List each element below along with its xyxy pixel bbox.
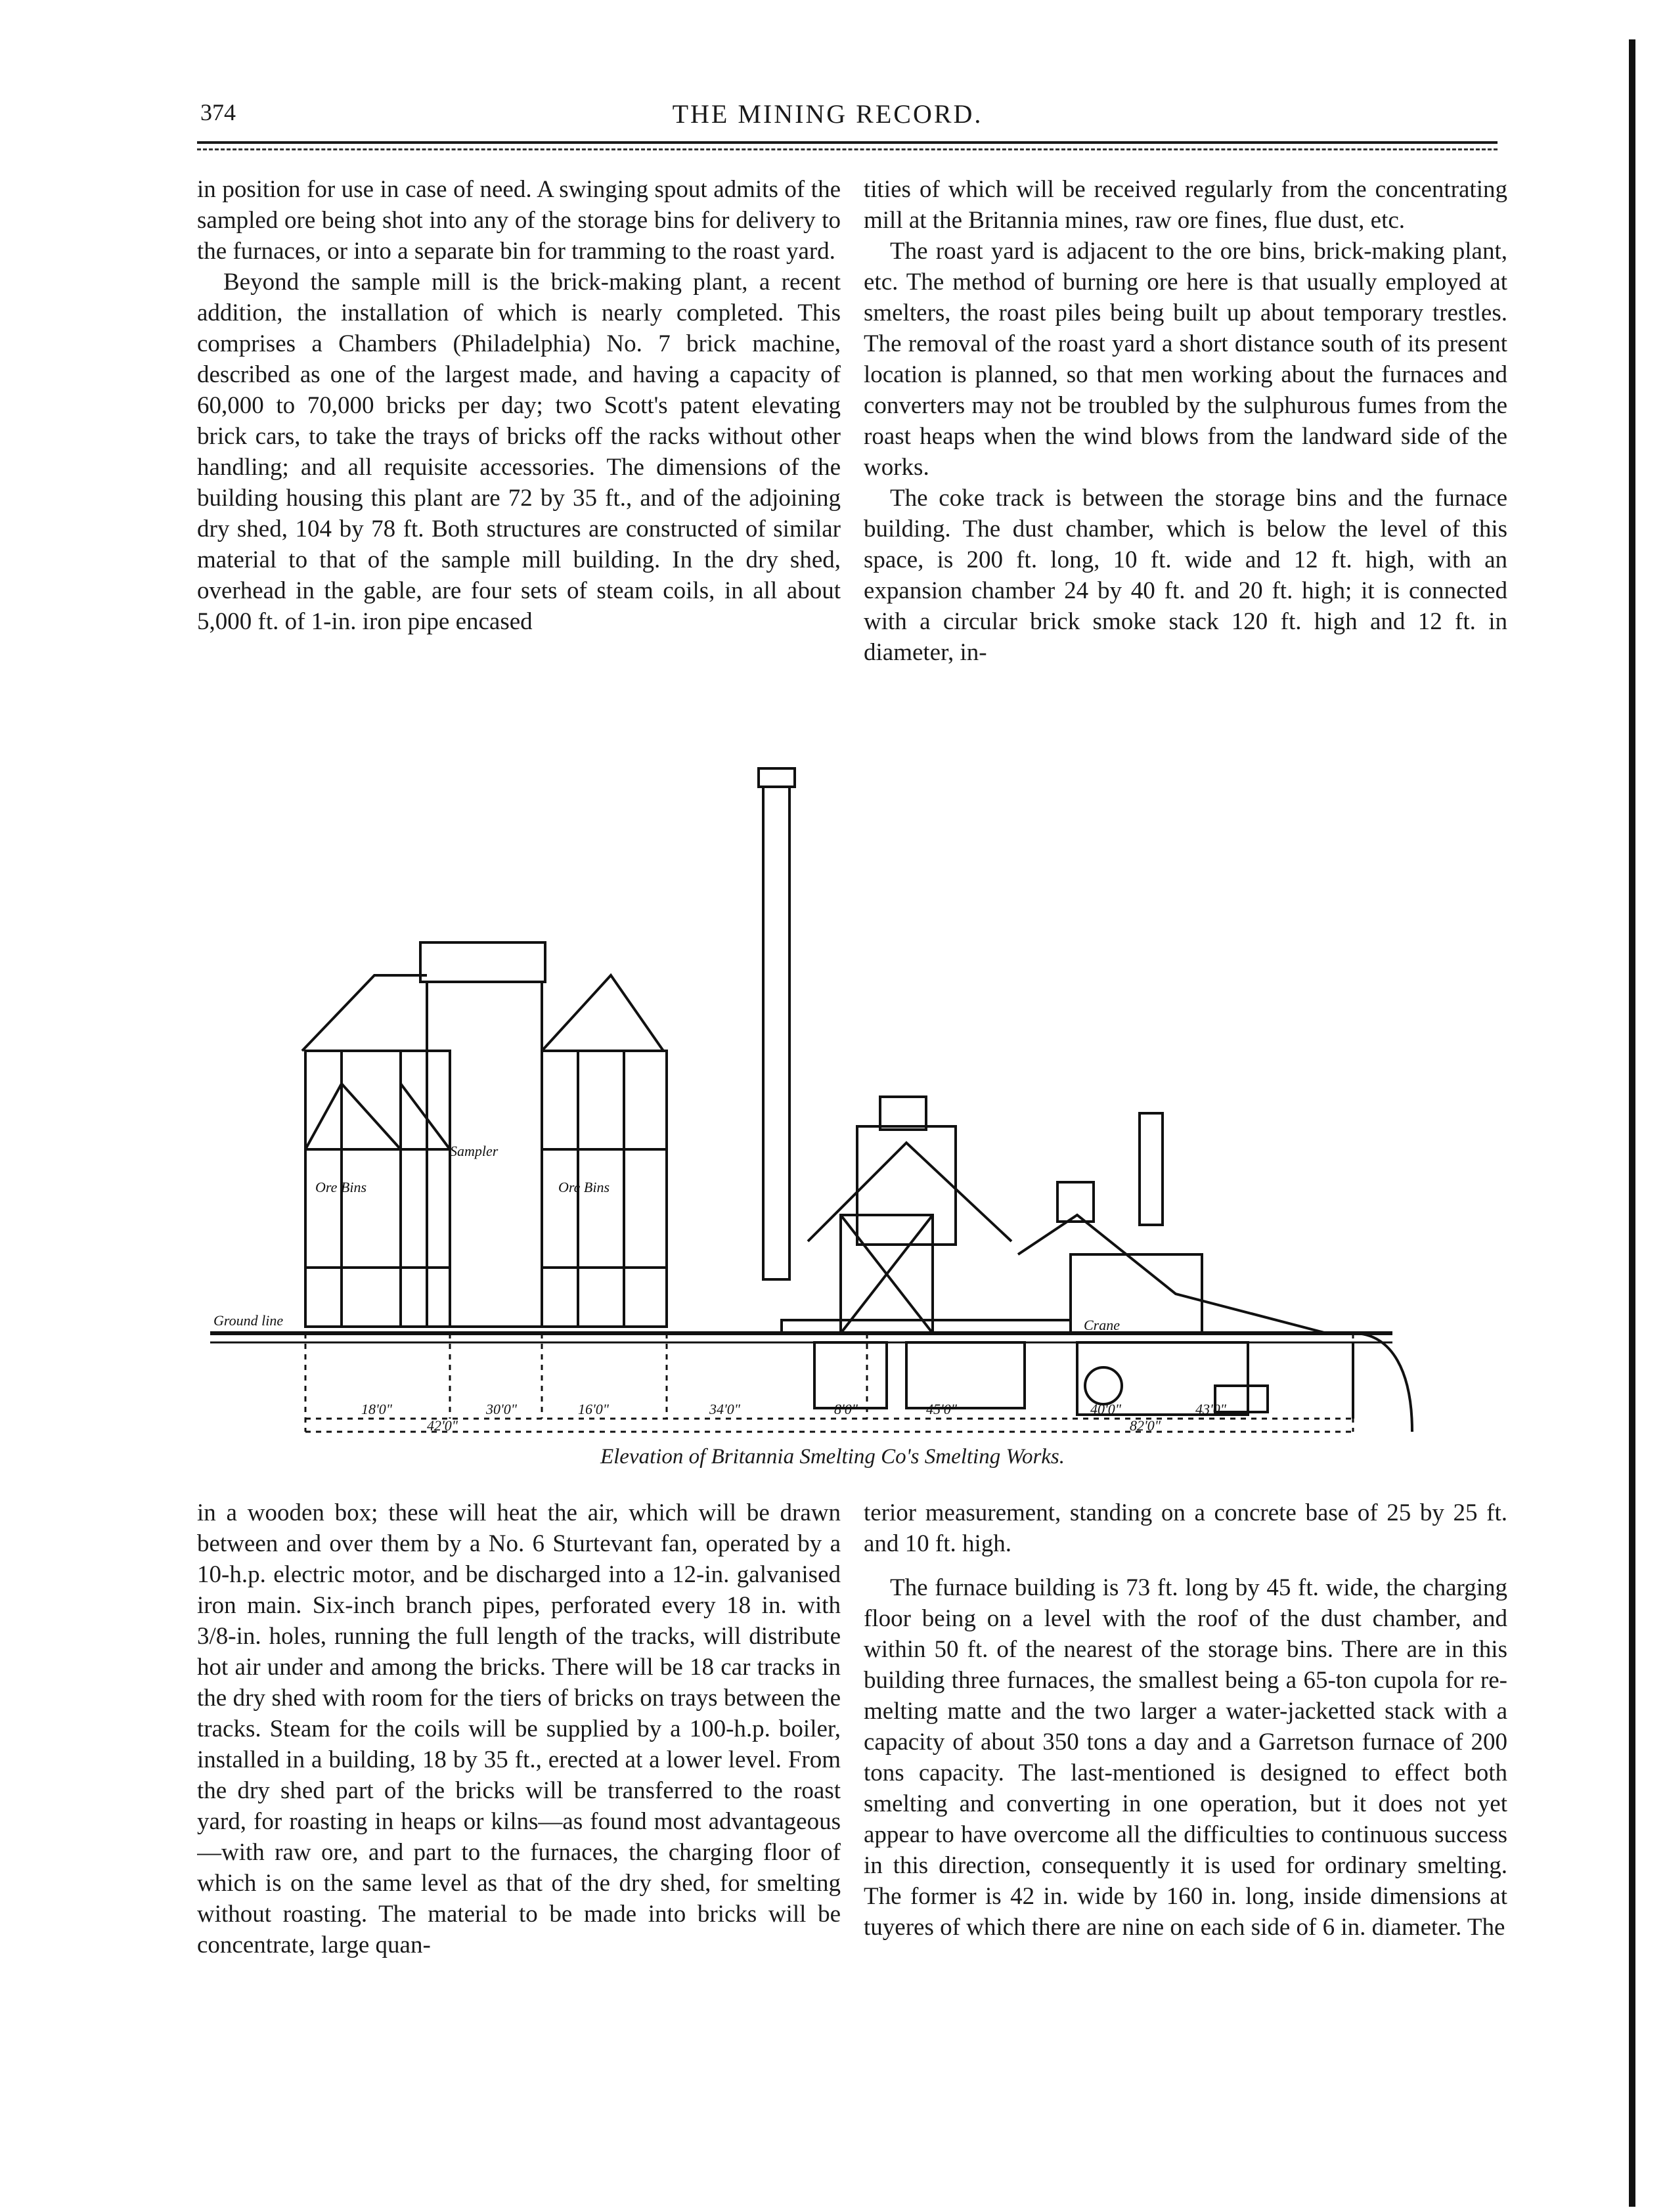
paragraph: in a wooden box; these will heat the air, which will be drawn between and over them by a No. 6 Sturtevant fan, operated by a 10-h.p. electric motor, and be discharged into a 12-in. galvanised iron main. Six-inch branch pipes, perforated every 18 in. with 3/8-in. holes, running the full length of the tracks, will distribute hot air under and among the bricks. There will be 18 car tracks in the dry shed with room for the tiers of bricks on trays between the tracks. Steam for the coils will be supplied by a 100-h.p. boiler, installed in a building, 18 by 35 ft., erected at a lower level. From the dry shed part of the bricks will be transferred to the roast yard, for roasting in heaps or kilns—as found most advantageous—with raw ore, and part to the furnaces, the charging floor of which is on the same level as that of the dry shed, for smelting without roasting. The material to be made into bricks will be concentrate, large quan- [197,1499,841,1958]
dim-label: 45'0" [926,1401,957,1417]
label-ore-bins-left: Ore Bins [315,1179,367,1195]
paragraph: Beyond the sample mill is the brick-making plant, a recent addition, the installation of which is nearly completed. This comprises a Chambers (Philadelphia) No. 7 brick machine, described as one of the largest made, and having a capacity of 60,000 to 70,000 bricks per day; two Scott's patent elevating brick cars, to take the trays of bricks off the racks without other handling; and all requisite accessories. The dimensions of the building housing this plant are 72 by 35 ft., and of the adjoining dry shed, 104 by 78 ft. Both structures are constructed of similar material to that of the sample mill building. In the dry shed, overhead in the gable, are four sets of steam coils, in all about 5,000 ft. of 1-in. iron pipe encased [197,269,841,635]
dim-label: 18'0" [361,1401,392,1417]
page-number: 374 [200,99,236,125]
small-stack [1140,1113,1163,1225]
sampler-top [420,942,545,982]
label-ground-line: Ground line [213,1312,284,1329]
header-rule [197,141,1498,144]
dim-label: 30'0" [486,1401,517,1417]
dim-label: 8'0" [834,1401,858,1417]
paragraph: tities of which will be received regularly from the concentrating mill at the Britannia mines, raw ore fines, flue dust, etc. [864,176,1507,234]
scan-margin-edge [1629,39,1635,2207]
dim-label: 43'0" [1195,1401,1226,1417]
label-sampler: Sampler [450,1143,499,1159]
fan [1085,1367,1122,1404]
paragraph: The coke track is between the storage bins and the furnace building. The dust chamber, which is below the level of this space, is 200 ft. long, 10 ft. wide and 12 ft. high, with an expansion chamber 24 by 40 ft. and 20 ft. high; it is connected with a circular brick smoke stack 120 ft. high and 12 ft. in diameter, in- [864,485,1507,666]
dim-label: 40'0" [1090,1401,1121,1417]
roof-right [542,975,663,1051]
paragraph: The furnace building is 73 ft. long by 45 ft. wide, the charging floor being on a level with the roof of the dust chamber, and within 50 ft. of the nearest of the storage bins. There are in this building three furnaces, the smallest being a 65-ton cupola for re-melting matte and the two larger a water-jacketted stack with a capacity of about 350 tons a day and a Garretson furnace of 200 tons capacity. The last-mentioned is designed to effect both smelting and converting in one operation, but it does not yet appear to have overcome all the difficulties to continuous success in this direction, consequently it is used for ordinary smelting. The former is 42 in. wide by 160 in. long, inside dimensions at tuyeres of which there are nine on each side of 6 in. diameter. The [864,1574,1507,1941]
furnace-roof-1 [808,1143,1011,1241]
running-head: THE MINING RECORD. [672,99,983,129]
dim-label: 34'0" [709,1401,740,1417]
elevation-drawing [210,755,1491,1438]
figure-caption: Elevation of Britannia Smelting Co's Smelting Works. [600,1445,1065,1469]
roof-left [302,975,427,1051]
column-left-bottom [197,1497,841,2128]
dim-label: 42'0" [427,1417,458,1434]
paragraph: The roast yard is adjacent to the ore bins, brick-making plant, etc. The method of burning ore here is that usually employed at smelters, the roast piles being built up about temporary trestles. The removal of the roast yard a short distance south of its present location is planned, so that men working about the furnaces and converters may not be troubled by the sulphurous fumes from the roast heaps when the wind blows from the landward side of the works. [864,238,1507,481]
paragraph: in position for use in case of need. A swinging spout admits of the sampled ore being shot into any of the storage bins for delivery to the furnaces, or into a separate bin for tramming to the roast yard. [197,176,841,265]
furnace-roof-2 [1018,1215,1327,1333]
dim-label: 82'0" [1130,1417,1161,1434]
page-header [171,99,1484,138]
label-crane: Crane [1084,1317,1120,1333]
dim-label: 16'0" [578,1401,609,1417]
header-rule-dashed [197,148,1498,150]
paragraph: terior measurement, standing on a concrete base of 25 by 25 ft. and 10 ft. high. [864,1499,1507,1557]
label-ore-bins-right: Ore Bins [558,1179,610,1195]
smoke-stack [763,787,789,1279]
chimney-cap [759,768,795,787]
column-right-bottom [864,1497,1507,2128]
elevation-figure [210,755,1491,1438]
column-left-top [197,174,841,745]
column-right-top [864,174,1507,745]
